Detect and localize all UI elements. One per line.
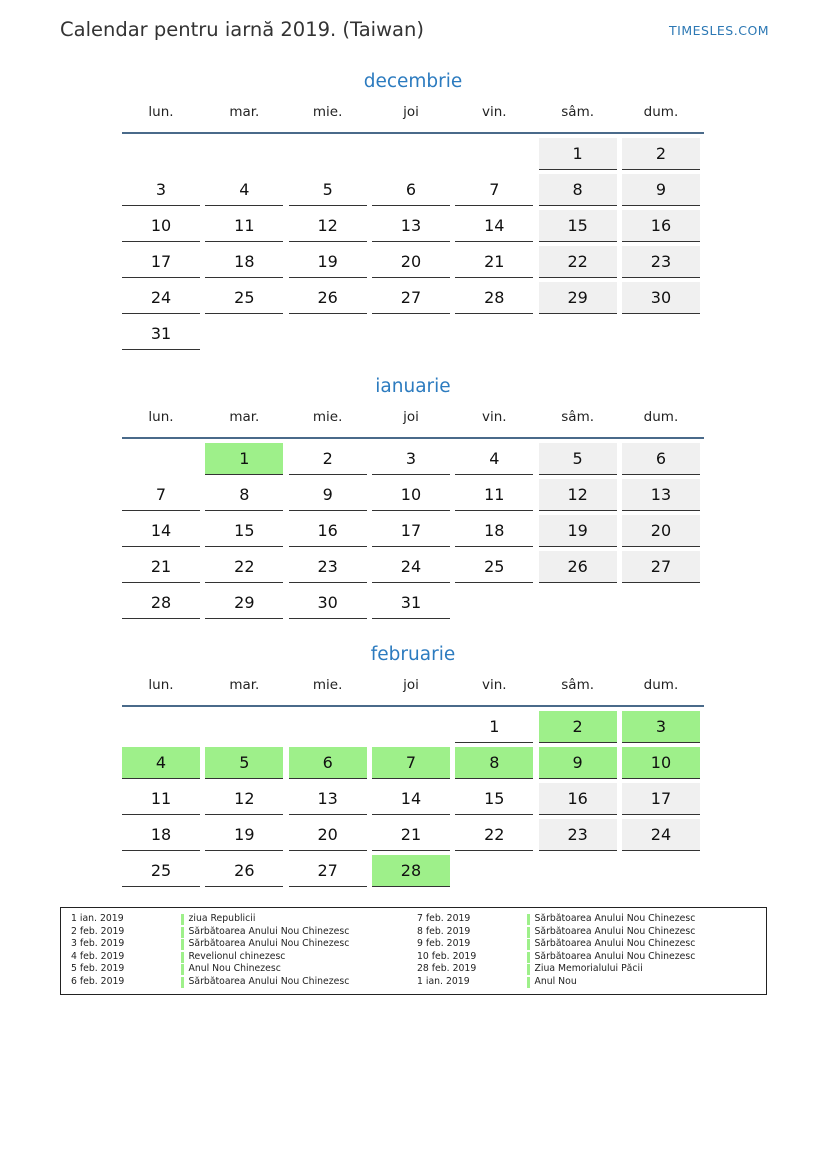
holiday-day-cell[interactable]: 28 <box>372 855 450 887</box>
header-divider <box>122 705 704 707</box>
day-cell[interactable]: 18 <box>455 515 533 547</box>
day-cell[interactable]: 22 <box>205 551 283 583</box>
holiday-day-cell[interactable]: 7 <box>372 747 450 779</box>
holiday-day-cell[interactable]: 5 <box>205 747 283 779</box>
legend-date: 6 feb. 2019 <box>71 975 125 987</box>
day-cell[interactable]: 16 <box>289 515 367 547</box>
legend-date: 28 feb. 2019 <box>417 963 477 975</box>
legend-row <box>407 926 753 939</box>
day-cell[interactable]: 27 <box>289 855 367 887</box>
day-cell[interactable]: 31 <box>122 318 200 350</box>
day-cell[interactable]: 15 <box>455 783 533 815</box>
day-cell[interactable]: 14 <box>455 210 533 242</box>
legend-date: 2 feb. 2019 <box>71 925 125 937</box>
day-cell[interactable]: 3 <box>122 174 200 206</box>
day-cell[interactable]: 31 <box>372 587 450 619</box>
legend-column-right <box>407 913 753 989</box>
weekday-label: sâm. <box>561 409 595 425</box>
holiday-color-marker <box>527 914 530 925</box>
weekday-label: lun. <box>148 104 174 120</box>
legend-date: 1 ian. 2019 <box>417 975 470 987</box>
empty-cell <box>455 138 533 170</box>
day-cell[interactable]: 17 <box>122 246 200 278</box>
legend-holiday-name: Sărbătoarea Anului Nou Chinezesc <box>188 975 350 987</box>
empty-cell <box>122 443 200 475</box>
holiday-color-marker <box>527 964 530 975</box>
holiday-day-cell[interactable]: 2 <box>539 711 617 743</box>
legend-row <box>61 926 407 939</box>
month-february <box>122 643 704 891</box>
empty-cell <box>205 138 283 170</box>
legend-date: 7 feb. 2019 <box>417 913 471 924</box>
weekday-label: lun. <box>148 409 174 425</box>
legend-date: 10 feb. 2019 <box>417 950 477 962</box>
weekday-label: mar. <box>229 104 260 120</box>
legend-row <box>61 951 407 964</box>
empty-cell <box>122 711 200 743</box>
day-cell[interactable]: 26 <box>289 282 367 314</box>
day-cell[interactable]: 21 <box>372 819 450 851</box>
legend-column-left <box>61 913 407 989</box>
day-cell[interactable]: 30 <box>289 587 367 619</box>
weekday-label: vin. <box>482 409 507 425</box>
holiday-color-marker <box>181 977 184 988</box>
legend-row <box>61 913 407 926</box>
day-cell[interactable]: 26 <box>205 855 283 887</box>
day-cell[interactable]: 21 <box>455 246 533 278</box>
empty-cell <box>122 138 200 170</box>
weekday-label: mie. <box>312 677 343 693</box>
day-cell[interactable]: 25 <box>122 855 200 887</box>
holiday-day-cell[interactable]: 8 <box>455 747 533 779</box>
day-cell[interactable]: 3 <box>372 443 450 475</box>
weekday-label: dum. <box>643 677 679 693</box>
day-cell[interactable]: 24 <box>372 551 450 583</box>
empty-cell <box>289 138 367 170</box>
day-cell[interactable]: 16 <box>539 783 617 815</box>
day-cell[interactable]: 5 <box>289 174 367 206</box>
day-cell[interactable]: 28 <box>122 587 200 619</box>
legend-date: 1 ian. 2019 <box>71 913 124 924</box>
day-cell[interactable]: 6 <box>622 443 700 475</box>
day-cell[interactable]: 15 <box>205 515 283 547</box>
weekday-label: mar. <box>229 409 260 425</box>
day-cell[interactable]: 10 <box>122 210 200 242</box>
header-divider <box>122 132 704 134</box>
day-cell[interactable]: 12 <box>205 783 283 815</box>
legend-date: 3 feb. 2019 <box>71 938 125 950</box>
day-cell[interactable]: 8 <box>539 174 617 206</box>
month-january <box>122 375 704 623</box>
weekday-header <box>122 104 704 124</box>
day-cell[interactable]: 7 <box>122 479 200 511</box>
day-cell[interactable]: 4 <box>455 443 533 475</box>
day-cell[interactable]: 25 <box>205 282 283 314</box>
day-cell[interactable]: 16 <box>622 210 700 242</box>
day-cell[interactable]: 21 <box>122 551 200 583</box>
day-cell[interactable]: 22 <box>539 246 617 278</box>
day-cell[interactable]: 17 <box>622 783 700 815</box>
holiday-color-marker <box>527 939 530 950</box>
day-cell[interactable]: 19 <box>205 819 283 851</box>
day-cell[interactable]: 27 <box>372 282 450 314</box>
day-cell[interactable]: 22 <box>455 819 533 851</box>
legend-row <box>407 913 753 926</box>
weekday-label: joi <box>403 104 419 120</box>
weekday-header <box>122 409 704 429</box>
holiday-color-marker <box>527 927 530 938</box>
legend-row <box>61 976 407 989</box>
holiday-color-marker <box>181 939 184 950</box>
day-cell[interactable]: 23 <box>539 819 617 851</box>
day-cell[interactable]: 13 <box>372 210 450 242</box>
weekday-label: vin. <box>482 677 507 693</box>
day-cell[interactable]: 12 <box>539 479 617 511</box>
legend-date: 9 feb. 2019 <box>417 938 471 950</box>
holiday-day-cell[interactable]: 6 <box>289 747 367 779</box>
legend-holiday-name: Revelionul chinezesc <box>188 950 286 962</box>
day-cell[interactable]: 18 <box>122 819 200 851</box>
day-cell[interactable]: 1 <box>539 138 617 170</box>
day-cell[interactable]: 9 <box>622 174 700 206</box>
day-cell[interactable]: 25 <box>455 551 533 583</box>
holiday-day-cell[interactable]: 9 <box>539 747 617 779</box>
day-cell[interactable]: 20 <box>372 246 450 278</box>
legend-holiday-name: Anul Nou <box>534 975 577 987</box>
day-cell[interactable]: 20 <box>622 515 700 547</box>
weekday-label: sâm. <box>561 104 595 120</box>
day-grid <box>122 443 704 623</box>
holiday-color-marker <box>527 952 530 963</box>
legend-row <box>407 963 753 976</box>
day-cell[interactable]: 14 <box>122 515 200 547</box>
day-cell[interactable]: 24 <box>622 819 700 851</box>
holiday-day-cell[interactable]: 1 <box>205 443 283 475</box>
legend-row <box>407 976 753 989</box>
day-cell[interactable]: 13 <box>289 783 367 815</box>
legend-row <box>61 938 407 951</box>
month-title: februarie <box>370 644 456 665</box>
day-cell[interactable]: 28 <box>455 282 533 314</box>
empty-cell <box>205 711 283 743</box>
brand-link[interactable]: TIMESLES.COM <box>669 23 770 38</box>
holiday-color-marker <box>181 927 184 938</box>
weekday-label: joi <box>403 409 419 425</box>
day-cell[interactable]: 1 <box>455 711 533 743</box>
day-cell[interactable]: 19 <box>289 246 367 278</box>
day-cell[interactable]: 4 <box>205 174 283 206</box>
day-cell[interactable]: 24 <box>122 282 200 314</box>
day-cell[interactable]: 11 <box>122 783 200 815</box>
legend-row <box>61 963 407 976</box>
legend-date: 4 feb. 2019 <box>71 950 125 962</box>
legend-holiday-name: Sărbătoarea Anului Nou Chinezesc <box>534 925 696 937</box>
weekday-label: mie. <box>312 104 343 120</box>
empty-cell <box>372 138 450 170</box>
legend-holiday-name: ziua Republicii <box>188 913 256 924</box>
legend-holiday-name: Ziua Memorialului Păcii <box>534 963 643 975</box>
holiday-day-cell[interactable]: 10 <box>622 747 700 779</box>
day-cell[interactable]: 30 <box>622 282 700 314</box>
day-cell[interactable]: 23 <box>622 246 700 278</box>
day-cell[interactable]: 6 <box>372 174 450 206</box>
legend-date: 8 feb. 2019 <box>417 925 471 937</box>
legend-holiday-name: Sărbătoarea Anului Nou Chinezesc <box>188 938 350 950</box>
weekday-label: dum. <box>643 409 679 425</box>
legend-row <box>407 951 753 964</box>
weekday-label: dum. <box>643 104 679 120</box>
empty-cell <box>372 711 450 743</box>
holiday-day-cell[interactable]: 4 <box>122 747 200 779</box>
empty-cell <box>289 711 367 743</box>
page-title: Calendar pentru iarnă 2019. (Taiwan) <box>60 18 424 41</box>
day-cell[interactable]: 7 <box>455 174 533 206</box>
legend-holiday-name: Sărbătoarea Anului Nou Chinezesc <box>534 950 696 962</box>
holiday-legend <box>60 907 767 995</box>
day-cell[interactable]: 17 <box>372 515 450 547</box>
month-title: decembrie <box>363 71 463 92</box>
day-cell[interactable]: 9 <box>289 479 367 511</box>
weekday-label: lun. <box>148 677 174 693</box>
legend-date: 5 feb. 2019 <box>71 963 125 975</box>
holiday-day-cell[interactable]: 3 <box>622 711 700 743</box>
weekday-label: sâm. <box>561 677 595 693</box>
weekday-header <box>122 677 704 697</box>
day-cell[interactable]: 29 <box>205 587 283 619</box>
day-cell[interactable]: 26 <box>539 551 617 583</box>
weekday-label: mar. <box>229 677 260 693</box>
day-cell[interactable]: 18 <box>205 246 283 278</box>
month-december <box>122 70 704 354</box>
holiday-color-marker <box>181 914 184 925</box>
legend-row <box>407 938 753 951</box>
weekday-label: mie. <box>312 409 343 425</box>
month-title: ianuarie <box>375 376 451 397</box>
day-grid <box>122 711 704 891</box>
day-cell[interactable]: 19 <box>539 515 617 547</box>
legend-holiday-name: Anul Nou Chinezesc <box>188 963 281 975</box>
header-divider <box>122 437 704 439</box>
day-cell[interactable]: 23 <box>289 551 367 583</box>
day-cell[interactable]: 11 <box>455 479 533 511</box>
legend-holiday-name: Sărbătoarea Anului Nou Chinezesc <box>188 925 350 937</box>
day-cell[interactable]: 2 <box>622 138 700 170</box>
legend-holiday-name: Sărbătoarea Anului Nou Chinezesc <box>534 938 696 950</box>
day-cell[interactable]: 13 <box>622 479 700 511</box>
day-cell[interactable]: 27 <box>622 551 700 583</box>
day-cell[interactable]: 8 <box>205 479 283 511</box>
holiday-color-marker <box>181 952 184 963</box>
day-cell[interactable]: 29 <box>539 282 617 314</box>
day-cell[interactable]: 15 <box>539 210 617 242</box>
day-cell[interactable]: 11 <box>205 210 283 242</box>
weekday-label: joi <box>403 677 419 693</box>
weekday-label: vin. <box>482 104 507 120</box>
day-cell[interactable]: 5 <box>539 443 617 475</box>
day-cell[interactable]: 20 <box>289 819 367 851</box>
holiday-color-marker <box>181 964 184 975</box>
day-cell[interactable]: 12 <box>289 210 367 242</box>
day-cell[interactable]: 10 <box>372 479 450 511</box>
day-cell[interactable]: 2 <box>289 443 367 475</box>
legend-holiday-name: Sărbătoarea Anului Nou Chinezesc <box>534 913 696 924</box>
day-grid <box>122 138 704 354</box>
holiday-color-marker <box>527 977 530 988</box>
day-cell[interactable]: 14 <box>372 783 450 815</box>
